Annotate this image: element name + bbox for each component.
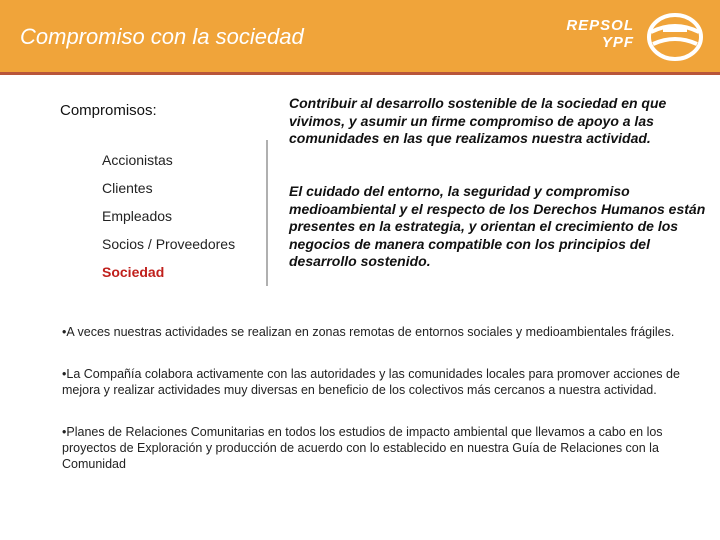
- commitments-list: [86, 140, 268, 286]
- list-item-empleados: Empleados: [102, 208, 173, 224]
- bullet-community-plans: •Planes de Relaciones Comunitarias en todos los estudios de impacto ambiental que llevamos a cabo en los proyectos de Exploración y producción de acuerdo con lo establecido en nuestra Guía de Relaciones con la Comunidad: [62, 425, 663, 471]
- commitments-label: Compromisos:: [60, 102, 157, 119]
- logo-line-1: REPSOL: [566, 17, 634, 34]
- list-item-socios-proveedores: Socios / Proveedores: [102, 236, 236, 252]
- list-item-accionistas: Accionistas: [102, 152, 173, 168]
- logo-line-2: YPF: [601, 34, 634, 51]
- header-bar: [0, 0, 720, 72]
- repsol-ypf-logo: [562, 17, 634, 51]
- statement-environment: El cuidado del entorno, la seguridad y compromiso medioambiental y el respecto de los Derechos Humanos están presentes en la estrategia, y orientan el crecimiento de los negocios de manera compatible con los principios del desarrollo sostenido.: [289, 183, 706, 269]
- statement-sustainability: Contribuir al desarrollo sostenible de la sociedad en que vivimos, y asumir un firme compromiso de apoyo a las comunidades en las que realizamos nuestra actividad.: [289, 95, 667, 146]
- repsol-emblem-icon: [645, 12, 705, 62]
- page-title: Compromiso con la sociedad: [20, 24, 304, 49]
- list-item-sociedad: Sociedad: [102, 264, 165, 280]
- bullet-collaboration: •La Compañía colabora activamente con las autoridades y las comunidades locales para promover acciones de mejora y realizar actividades muy diversas en beneficio de los colectivos más cercanos a nuestra actividad.: [62, 367, 680, 397]
- bullet-remote-zones: •A veces nuestras actividades se realizan en zonas remotas de entornos sociales y medioambientales frágiles.: [62, 325, 675, 339]
- header-rule: [0, 72, 720, 75]
- list-item-clientes: Clientes: [102, 180, 153, 196]
